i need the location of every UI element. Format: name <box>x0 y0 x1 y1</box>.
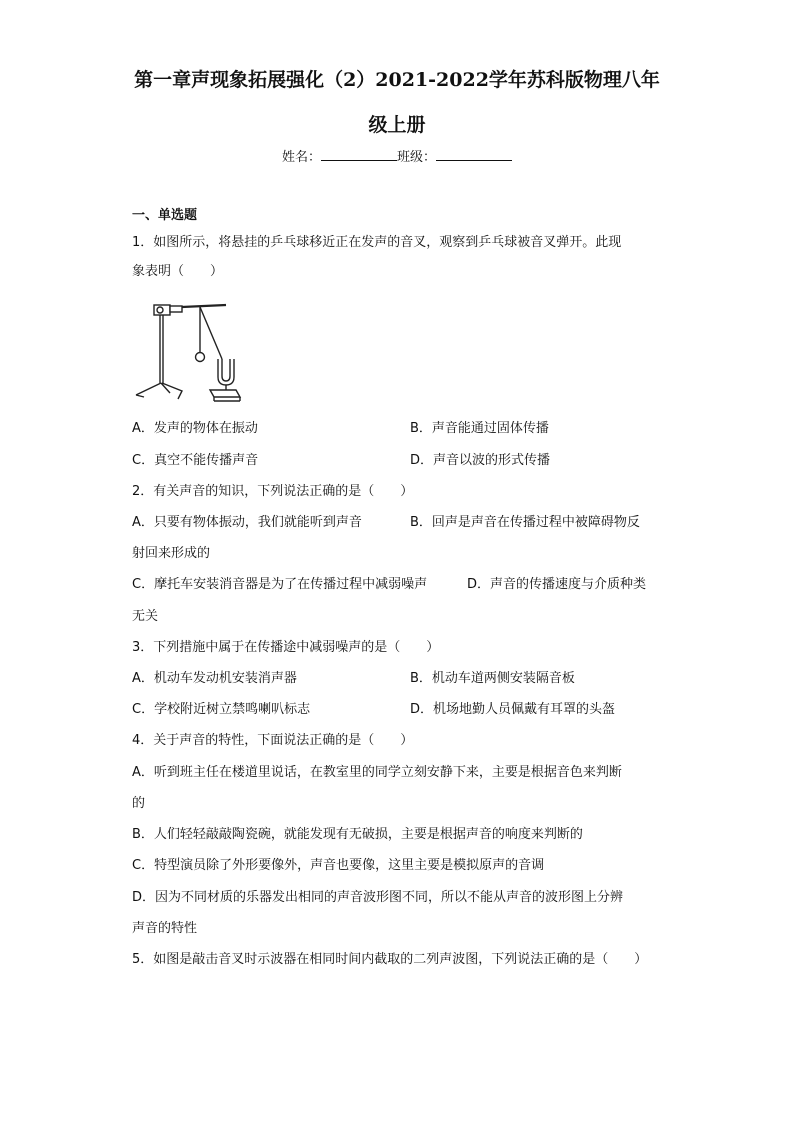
class-label: 班级： <box>397 150 437 165</box>
pendulum-tuning-fork-figure <box>130 297 242 402</box>
document-title-line1: 第一章声现象拓展强化（2）2021-2022学年苏科版物理八年 <box>134 69 660 91</box>
question-2-option-d[interactable]: D．声音的传播速度与介质种类 <box>467 577 647 592</box>
question-3-option-c[interactable]: C．学校附近树立禁鸣喇叭标志 <box>132 702 311 717</box>
question-1-option-c[interactable]: C．真空不能传播声音 <box>132 453 259 468</box>
question-4-option-b[interactable]: B．人们轻轻敲敲陶瓷碗，就能发现有无破损，主要是根据声音的响度来判断的 <box>132 827 583 842</box>
question-1-stem-line1: 1．如图所示，将悬挂的乒乓球移近正在发声的音叉，观察到乒乓球被音叉弹开。此现 <box>132 235 622 250</box>
document-title-line2: 级上册 <box>368 114 426 136</box>
question-4-option-a[interactable]: A．听到班主任在楼道里说话，在教室里的同学立刻安静下来，主要是根据音色来判断 <box>132 765 622 780</box>
question-4-stem: 4．关于声音的特性，下面说法正确的是（ ） <box>132 733 414 748</box>
question-2-option-b-cont: 射回来形成的 <box>132 546 211 561</box>
question-1-option-b[interactable]: B．声音能通过固体传播 <box>410 421 549 436</box>
question-2-option-a[interactable]: A．只要有物体振动，我们就能听到声音 <box>132 515 362 530</box>
question-3-option-b[interactable]: B．机动车道两侧安装隔音板 <box>410 671 575 686</box>
question-2-stem: 2．有关声音的知识，下列说法正确的是（ ） <box>132 484 414 499</box>
question-4-option-c[interactable]: C．特型演员除了外形要像外，声音也要像，这里主要是模拟原声的音调 <box>132 858 545 873</box>
question-1-option-a[interactable]: A．发声的物体在振动 <box>132 421 258 436</box>
question-4-option-a-cont: 的 <box>132 796 146 811</box>
question-3-option-a[interactable]: A．机动车发动机安装消声器 <box>132 671 297 686</box>
question-1-option-d[interactable]: D．声音以波的形式传播 <box>410 453 551 468</box>
section-heading: 一、单选题 <box>132 208 198 223</box>
student-info-line <box>0 146 794 165</box>
question-2-option-b[interactable]: B．回声是声音在传播过程中被障碍物反 <box>410 515 640 530</box>
class-blank <box>436 148 512 161</box>
question-4-option-d[interactable]: D．因为不同材质的乐器发出相同的声音波形图不同，所以不能从声音的波形图上分辨 <box>132 890 624 905</box>
question-3-option-d[interactable]: D．机场地勤人员佩戴有耳罩的头盔 <box>410 702 616 717</box>
question-4-option-d-cont: 声音的特性 <box>132 921 198 936</box>
name-label: 姓名： <box>281 150 321 165</box>
name-blank <box>321 148 397 161</box>
question-1-stem-line2: 象表明（ ） <box>132 264 224 279</box>
question-2-option-c[interactable]: C．摩托车安装消音器是为了在传播过程中减弱噪声 <box>132 577 428 592</box>
question-3-stem: 3．下列措施中属于在传播途中减弱噪声的是（ ） <box>132 640 440 655</box>
question-5-stem: 5．如图是敲击音叉时示波器在相同时间内截取的二列声波图，下列说法正确的是（ ） <box>132 952 648 967</box>
question-2-option-d-cont: 无关 <box>132 609 159 624</box>
